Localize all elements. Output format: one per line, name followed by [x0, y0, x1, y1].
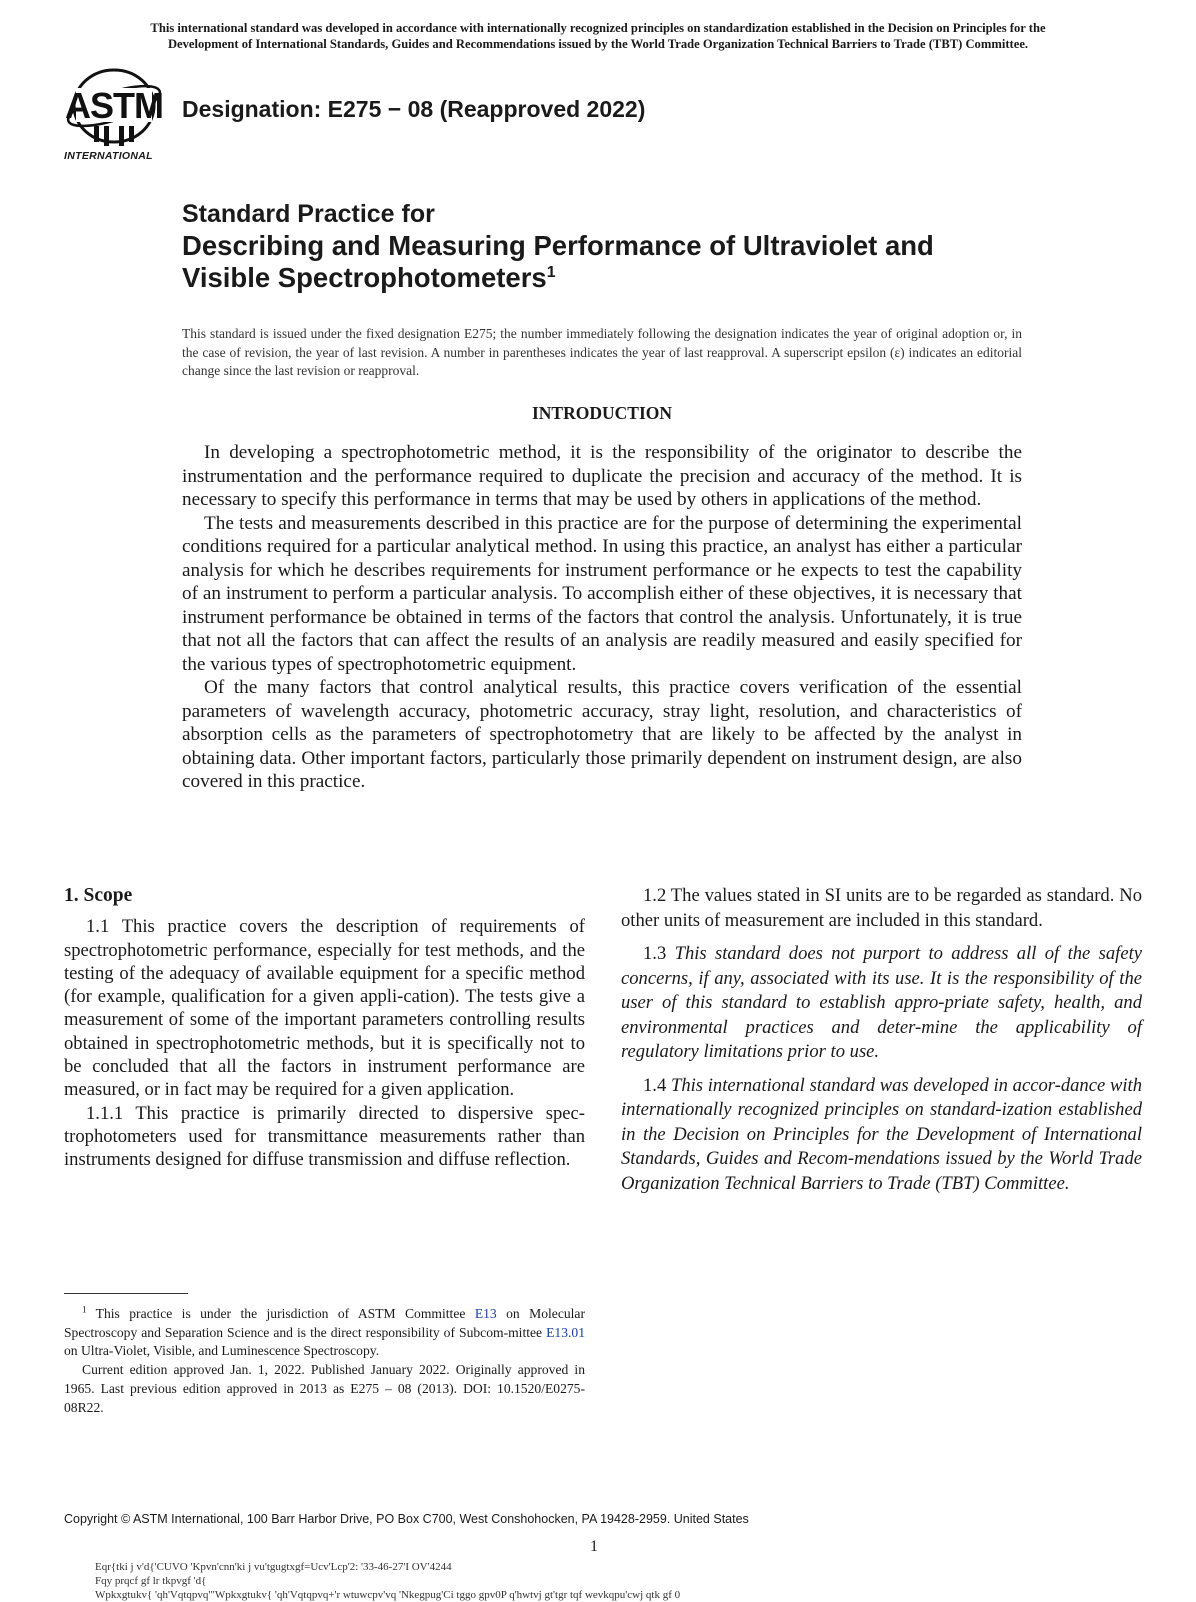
top-notice: [56, 20, 1140, 52]
document-title: [182, 198, 1062, 294]
section-1-3-text: This standard does not purport to address all of the safety concerns, if any, associated with its use. It is the responsibility of the user of this standard to establish appro-priate safety, health, and environmental practices and deter-mine the applicability of regulatory limitations prior to use.: [621, 943, 1142, 1062]
left-column: [64, 884, 585, 1172]
right-column: [621, 884, 1142, 1196]
section-1-4: [621, 1074, 1142, 1197]
footnote-1: [64, 1305, 585, 1361]
issue-note: This standard is issued under the fixed designation E275; the number immediately following the designation indicates the year of original adoption or, in the case of revision, the year of last revision. A number in parentheses indicates the year of last reapproval. A superscript epsilon (ε) indicates an editorial change since the last revision or reapproval.: [182, 326, 1022, 378]
footnote-text-a: This practice is under the jurisdiction of ASTM Committee: [95, 1306, 466, 1321]
astm-logo: [64, 68, 174, 166]
section-1-2: 1.2 The values stated in SI units are to be regarded as standard. No other units of measurement are included in this standard.: [621, 885, 1142, 931]
footnote-edition: Current edition approved Jan. 1, 2022. Published January 2022. Originally approved in 1965. Last previous edition approved in 2013 as E275 – 08 (2013). DOI: 10.1520/E0275-08R22.: [64, 1362, 585, 1415]
introduction-paragraph: Of the many factors that control analytical results, this practice covers verification of the essential parameters of wavelength accuracy, photometric accuracy, stray light, resolution, and characteristics of absorption cells as the parameters of spectrophotometry that are likely to be affected by the analyst in obtaining data. Other important factors, particularly those primarily dependent on instrument design, are also covered in this practice.: [182, 677, 1022, 792]
logo-international-text: INTERNATIONAL: [64, 150, 153, 162]
copyright: Copyright © ASTM International, 100 Barr Harbor Drive, PO Box C700, West Conshohocken, PA 19428-2959. United States: [64, 1512, 749, 1526]
section-1-3: [621, 942, 1142, 1065]
title-footnote-mark: 1: [546, 263, 556, 281]
section-1-3-number: 1.3: [643, 943, 667, 964]
section-1-4-text: This international standard was developed in accor-dance with internationally recognized principles on standard-ization established in the Decision on Principles for the Development of International Standards, Guides and Recom-mendations issued by the World Trade Organization Technical Barriers to Trade (TBT) Committee.: [621, 1074, 1142, 1194]
page-number: 1: [590, 1538, 598, 1555]
section-1-1: 1.1 This practice covers the description of requirements of spectrophotometric performance, especially for test methods, and the testing of the adequacy of available equipment for a specific method (for example, qualification for a given appli-cation). The tests give a measurement of some of the important parameters controlling results obtained in spectrophotometric methods, but it is specifically not to be concluded that all the factors in instrument performance are measured, or in fact may be required for a given application.: [64, 916, 585, 1101]
download-stamp-line-2: Fqy prqcf gf lr tkpvgf 'd{: [95, 1575, 207, 1587]
introduction-paragraph: In developing a spectrophotometric method, it is the responsibility of the originator to describe the instrumentation and the performance required to duplicate the precision and accuracy of the method. It is necessary to specify this performance in terms that may be used by others in applications of the method.: [182, 442, 1022, 510]
title-line-2: Describing and Measuring Performance of Ultraviolet and: [182, 230, 934, 261]
section-1-4-number: 1.4: [643, 1074, 667, 1096]
introduction-heading: INTRODUCTION: [531, 403, 673, 423]
title-line-3-text: Visible Spectrophotometers: [182, 262, 547, 293]
download-stamp-line-1: Eqr{tki j v'd{'CUVO 'Kpvn'cnn'ki j vu'tgugtxgf=Ucv'Lcp'2: '33-46-27'I OV'4244: [95, 1561, 452, 1573]
download-stamp: [95, 1560, 815, 1602]
scope-heading: 1. Scope: [64, 885, 133, 906]
astm-logo-mark: [64, 68, 174, 150]
designation: Designation: E275 − 08 (Reapproved 2022): [182, 96, 646, 122]
footnote-text-b: on Molecular Spectroscopy and Separation Science and is the direct responsibility of Subcom-mittee: [64, 1306, 585, 1340]
title-line-3: [182, 262, 1062, 294]
introduction-paragraph: The tests and measurements described in this practice are for the purpose of determining the experimental conditions required for a particular analytical method. In using this practice, an analyst has either a particular analysis for which he describes requirements for instrument performance or he expects to test the capability of an instrument to perform a particular analysis. To accomplish either of these objectives, it is necessary that instrument performance be obtained in terms of the factors that control the analysis. Unfortunately, it is true that not all the factors that can affect the results of an analysis are readily measured and easily specified for the various types of spectrophotometric equipment.: [182, 512, 1022, 675]
committee-e13-link[interactable]: E13: [474, 1306, 497, 1321]
footnote: [64, 1305, 585, 1417]
notice-line-1: This international standard was developed in accordance with internationally recognized principles on standardization established in the Decision on Principles for the: [150, 21, 1046, 35]
notice-line-2: Development of International Standards, Guides and Recommendations issued by the World Trade Organization Technical Barriers to Trade (TBT) Committee.: [167, 37, 1029, 51]
footnote-text-c: on Ultra-Violet, Visible, and Luminescence Spectroscopy.: [64, 1343, 380, 1359]
title-line-1: Standard Practice for: [182, 200, 435, 228]
svg-text:ASTM: ASTM: [65, 85, 163, 126]
introduction-body: [182, 441, 1022, 794]
download-stamp-line-3: Wpkxgtukv{ 'qh'Vqtqpvq'"Wpkxgtukv{ 'qh'Vqtqpvq+'r wtuwcpv'vq 'Nkegpug'Ci tggo gpv0P q'hwtvj gt'tgr tqf wevkqpu'cwj qtk gf 0: [95, 1589, 681, 1601]
section-1-1-1: 1.1.1 This practice is primarily directed to dispersive spec-trophotometers used for transmittance measurements rather than instruments designed for diffuse transmission and diffuse reflection.: [64, 1102, 585, 1171]
subcommittee-e13-01-link[interactable]: E13.01: [546, 1324, 585, 1340]
footnote-divider: [64, 1293, 188, 1294]
footnote-mark: 1: [82, 1304, 87, 1315]
